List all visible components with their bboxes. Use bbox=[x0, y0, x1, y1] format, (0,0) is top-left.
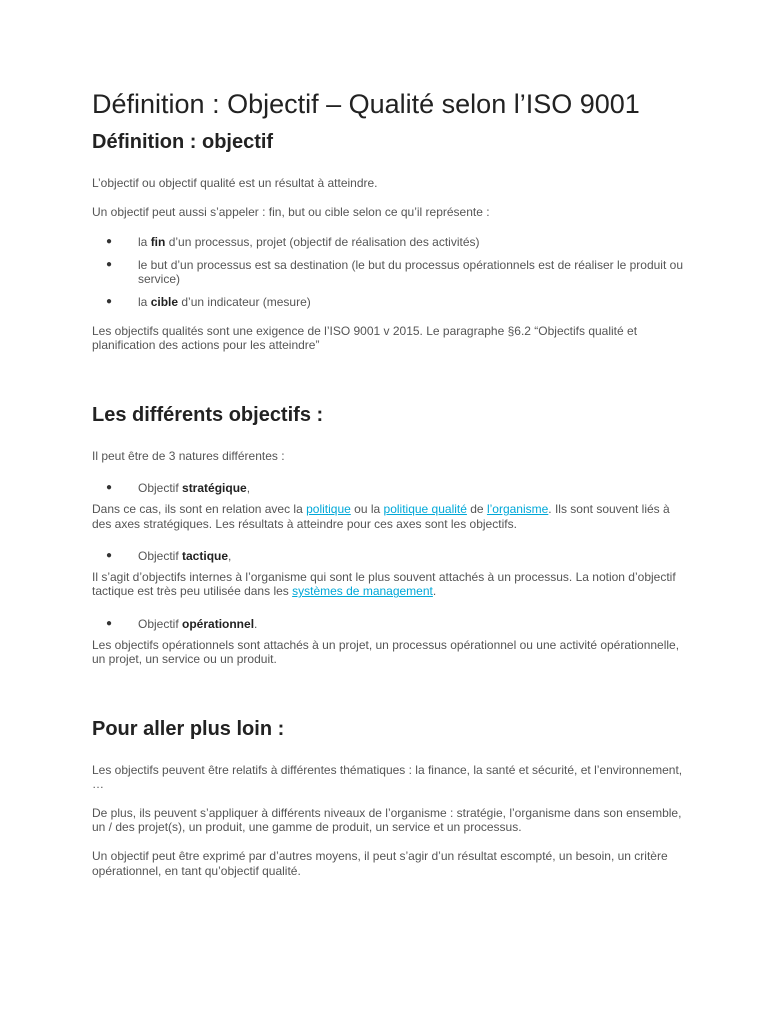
paragraph: Dans ce cas, ils sont en relation avec la politique ou la politique qualité de l’organisme. Ils sont souvent liés à des axes stratégiques. Les résultats à atteindre pour ces axes sont les objectifs. bbox=[92, 501, 670, 531]
objective-list bbox=[92, 617, 684, 632]
paragraph: Il s’agit d’objectifs internes à l’organisme qui sont le plus souvent attachés à un processus. La notion d’objectif tactique est très peu utilisée dans les systèmes de management. bbox=[92, 569, 676, 599]
bullet-icon: ● bbox=[106, 236, 113, 248]
section-heading-further: Pour aller plus loin : bbox=[92, 717, 285, 740]
bullet-icon: ● bbox=[106, 550, 113, 562]
paragraph: De plus, ils peuvent s’appliquer à différents niveaux de l’organisme : stratégie, l’organisme dans son ensemble, un / des projet(s), un produit, une gamme de produit, un service et un processus. bbox=[92, 805, 682, 835]
section-heading-definition: Définition : objectif bbox=[92, 131, 274, 153]
objective-list bbox=[92, 549, 684, 564]
paragraph: L’objectif ou objectif qualité est un résultat à atteindre. bbox=[92, 176, 378, 190]
paragraph: Un objectif peut aussi s’appeler : fin, but ou cible selon ce qu’il représente : bbox=[92, 204, 490, 219]
link-organisme[interactable]: l’organisme bbox=[486, 501, 549, 516]
paragraph: Les objectifs peuvent être relatifs à différentes thématiques : la finance, la santé et sécurité, et l’environnement, … bbox=[92, 762, 683, 792]
list-item: ● Objectif stratégique, bbox=[106, 481, 251, 496]
paragraph: Un objectif peut être exprimé par d’autres moyens, il peut s’agir d’un résultat escompté, un besoin, un critère opérationnel, en tant qu’objectif qualité. bbox=[92, 849, 668, 878]
bullet-icon: ● bbox=[106, 482, 113, 494]
definition-list bbox=[92, 235, 684, 309]
bullet-icon: ● bbox=[106, 295, 113, 307]
link-politique-qualite[interactable]: politique qualité bbox=[383, 501, 467, 516]
list-item: ● le but d’un processus est sa destination (le but du processus opérationnels est de réaliser le produit ou service) bbox=[106, 257, 683, 287]
link-systemes-de-management[interactable]: systèmes de management bbox=[292, 584, 433, 599]
bullet-icon: ● bbox=[106, 617, 113, 629]
paragraph: Il peut être de 3 natures différentes : bbox=[92, 448, 285, 463]
objective-list bbox=[92, 481, 684, 496]
bullet-icon: ● bbox=[106, 258, 113, 270]
list-item: ● la cible d’un indicateur (mesure) bbox=[106, 294, 311, 309]
list-item: ● la fin d’un processus, projet (objectif de réalisation des activités) bbox=[106, 235, 480, 250]
list-item: ● Objectif tactique, bbox=[106, 549, 232, 564]
list-item: ● Objectif opérationnel. bbox=[106, 616, 258, 631]
link-politique[interactable]: politique bbox=[306, 501, 351, 516]
paragraph: Les objectifs qualités sont une exigence de l’ISO 9001 v 2015. Le paragraphe §6.2 “Objectifs qualité et planification des actions pour les atteindre” bbox=[92, 323, 638, 353]
section-heading-objectives: Les différents objectifs : bbox=[92, 403, 324, 426]
paragraph: Les objectifs opérationnels sont attachés à un projet, un processus opérationnel ou une activité opérationnelle, un projet, un service ou un produit. bbox=[92, 637, 680, 667]
page-title: Définition : Objectif – Qualité selon l’ISO 9001 bbox=[92, 89, 640, 119]
